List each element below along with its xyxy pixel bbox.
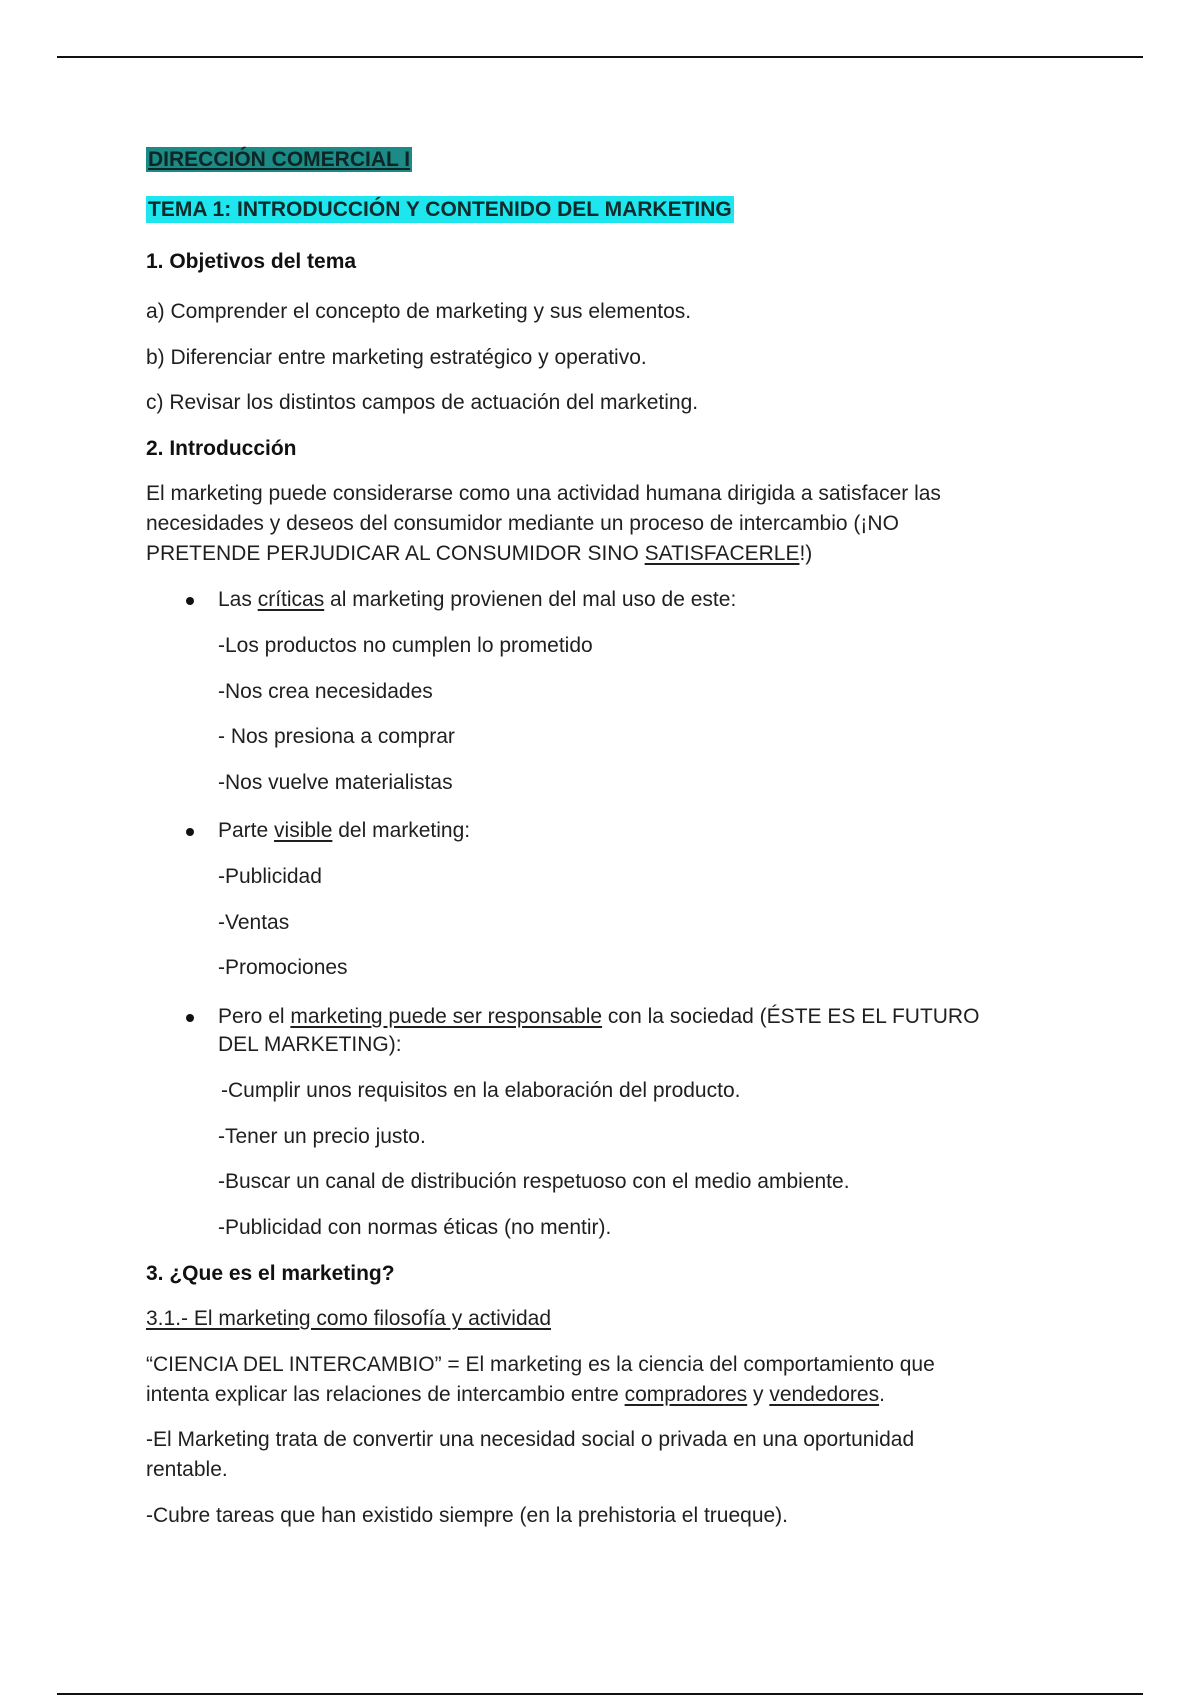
paragraph-line: -Cubre tareas que han existido siempre (en la prehistoria el trueque). bbox=[146, 1504, 789, 1527]
section3-heading: 3. ¿Que es el marketing? bbox=[146, 1262, 395, 1285]
definition-line: “CIENCIA DEL INTERCAMBIO” = El marketing es la ciencia del comportamiento que bbox=[146, 1353, 935, 1376]
intro-paragraph-line: necesidades y deseos del consumidor mediante un proceso de intercambio (¡NO bbox=[146, 512, 899, 535]
list-item: -Tener un precio justo. bbox=[218, 1125, 426, 1148]
topic-title: TEMA 1: INTRODUCCIÓN Y CONTENIDO DEL MARKETING bbox=[148, 198, 732, 221]
header-rule bbox=[57, 56, 1143, 58]
section3-subheading: 3.1.- El marketing como filosofía y actividad bbox=[146, 1307, 552, 1330]
definition-line: intenta explicar las relaciones de intercambio entre compradores y vendedores. bbox=[146, 1383, 885, 1406]
list-item: -Nos vuelve materialistas bbox=[218, 771, 453, 794]
list-item: - Nos presiona a comprar bbox=[218, 725, 455, 748]
list-item: -Publicidad con normas éticas (no mentir). bbox=[218, 1216, 612, 1239]
paragraph-line: -El Marketing trata de convertir una necesidad social o privada en una oportunidad bbox=[146, 1428, 915, 1451]
responsible-bullet-line2: DEL MARKETING): bbox=[218, 1033, 402, 1056]
list-item: -Ventas bbox=[218, 911, 290, 934]
bullet-dot bbox=[186, 597, 194, 605]
intro-paragraph-line: El marketing puede considerarse como una actividad humana dirigida a satisfacer las bbox=[146, 482, 941, 505]
list-item: -Promociones bbox=[218, 956, 348, 979]
criticism-bullet: Las críticas al marketing provienen del mal uso de este: bbox=[218, 588, 737, 611]
objective-item: a) Comprender el concepto de marketing y sus elementos. bbox=[146, 300, 692, 323]
intro-paragraph-line: PRETENDE PERJUDICAR AL CONSUMIDOR SINO SATISFACERLE!) bbox=[146, 542, 813, 565]
course-title: DIRECCIÓN COMERCIAL I bbox=[148, 148, 411, 171]
footer-rule bbox=[57, 1693, 1143, 1695]
list-item: -Buscar un canal de distribución respetuoso con el medio ambiente. bbox=[218, 1170, 850, 1193]
bullet-dot bbox=[186, 1014, 194, 1022]
responsible-bullet: Pero el marketing puede ser responsable con la sociedad (ÉSTE ES EL FUTURO bbox=[218, 1005, 980, 1028]
list-item: -Publicidad bbox=[218, 865, 322, 888]
bullet-dot bbox=[186, 828, 194, 836]
list-item: -Los productos no cumplen lo prometido bbox=[218, 634, 593, 657]
paragraph-line: rentable. bbox=[146, 1458, 228, 1481]
section1-heading: 1. Objetivos del tema bbox=[146, 250, 357, 273]
list-item: -Nos crea necesidades bbox=[218, 680, 433, 703]
list-item: -Cumplir unos requisitos en la elaboración del producto. bbox=[221, 1079, 741, 1102]
section2-heading: 2. Introducción bbox=[146, 437, 297, 460]
visible-part-bullet: Parte visible del marketing: bbox=[218, 819, 471, 842]
objective-item: c) Revisar los distintos campos de actuación del marketing. bbox=[146, 391, 699, 414]
objective-item: b) Diferenciar entre marketing estratégico y operativo. bbox=[146, 346, 647, 369]
